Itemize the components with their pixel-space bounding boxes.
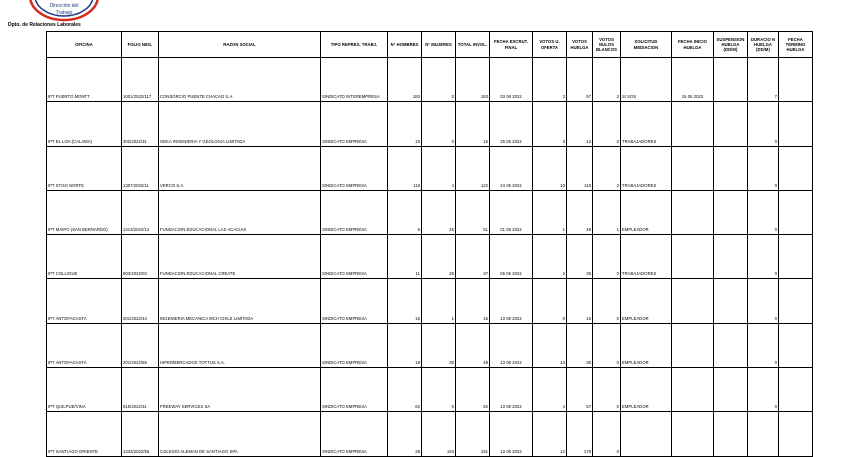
cell-huelga: 57 [567, 368, 593, 412]
cell-fecha-escrut: 13 06 2022 [490, 412, 533, 456]
cell-hombres: 15 [388, 279, 422, 323]
cell-duracion: 7 [748, 58, 779, 102]
table-row [47, 235, 813, 279]
cell-nulos: 0 [593, 235, 621, 279]
table-row [47, 146, 813, 190]
cell-oficina: IPT EL LOA (CALAMA) [47, 102, 122, 146]
cell-hombres: 28 [388, 412, 422, 456]
cell-oferta: 12 [533, 412, 567, 456]
cell-tipo: SINDICATO EMPRESA [321, 323, 388, 367]
cell-folio: 1313/2022/12 [122, 190, 159, 234]
cell-hombres: 15 [388, 102, 422, 146]
cell-huelga: 35 [567, 323, 593, 367]
table-header-row [47, 32, 813, 58]
cell-fecha-escrut: 13 06 2022 [490, 279, 533, 323]
column-header-votos-huelga: VOTOS HUELGA [567, 32, 593, 58]
column-header-tipo-repres: TIPO REPRES. TRABJ. [321, 32, 388, 58]
cell-termino [779, 190, 813, 234]
cell-razon: INGENIERIA MECANICA MCH CHILE LIMITADA [159, 279, 321, 323]
cell-tipo: SINDICATO INTEREMPRESA [321, 58, 388, 102]
cell-suspension [714, 235, 748, 279]
cell-oferta: 2 [533, 235, 567, 279]
column-header-solicitud-mediacion: SOLICITUD MEDIACION [621, 32, 672, 58]
cell-termino [779, 102, 813, 146]
column-header-folio: FOLIO NEG. [122, 32, 159, 58]
cell-huelga: 57 [567, 58, 593, 102]
cell-total: 51 [456, 190, 490, 234]
cell-mediacion: TRABAJADORES [621, 102, 672, 146]
cell-total: 183 [456, 58, 490, 102]
cell-razon: CONSORCIO PUENTE CHACAO S.A. [159, 58, 321, 102]
cell-fecha-escrut: 06 06 2022 [490, 235, 533, 279]
cell-suspension [714, 58, 748, 102]
cell-folio: 201/2022/44 [122, 279, 159, 323]
cell-termino [779, 323, 813, 367]
cell-razon: FUNDACION EDUCACIONAL LAS ACACIAS [159, 190, 321, 234]
cell-suspension [714, 190, 748, 234]
logo-line-1: Dirección del [49, 3, 79, 9]
cell-oficina: IPT STGO NORTE [47, 146, 122, 190]
cell-nulos: 0 [593, 412, 621, 456]
cell-mujeres: 0 [422, 102, 456, 146]
logo-line-2: Trabajo [55, 10, 73, 16]
cell-total: 48 [456, 323, 490, 367]
cell-huelga: 178 [567, 412, 593, 456]
cell-fecha-escrut: 03 06 2022 [490, 58, 533, 102]
cell-folio: 302/2022/31 [122, 102, 159, 146]
cell-total: 122 [456, 146, 490, 190]
cell-tipo: SINDICATO EMPRESA [321, 412, 388, 456]
cell-nulos: 0 [593, 368, 621, 412]
cell-duracion: 0 [748, 279, 779, 323]
cell-nulos: 1 [593, 190, 621, 234]
cell-oficina: IPT QUILPUE/VINA [47, 368, 122, 412]
cell-inicio [672, 102, 714, 146]
cell-mujeres: 1 [422, 279, 456, 323]
cell-oficina: IPT ANTOFAGASTA [47, 279, 122, 323]
cell-fecha-escrut: 13 06 2022 [490, 368, 533, 412]
cell-mujeres: 26 [422, 235, 456, 279]
cell-termino [779, 368, 813, 412]
cell-fecha-escrut: 24 05 2022 [490, 146, 533, 190]
cell-mediacion: EMPLEADOR [621, 190, 672, 234]
cell-oferta: 1 [533, 190, 567, 234]
cell-oferta: 10 [533, 146, 567, 190]
direccion-del-trabajo-logo [24, 0, 104, 22]
cell-total: 62 [456, 368, 490, 412]
cell-huelga: 16 [567, 279, 593, 323]
cell-folio: 1307/2022/11 [122, 146, 159, 190]
cell-inicio [672, 235, 714, 279]
cell-hombres: 183 [388, 58, 422, 102]
cell-mujeres: 0 [422, 368, 456, 412]
cell-nulos: 0 [593, 279, 621, 323]
cell-nulos: 2 [593, 146, 621, 190]
table-row [47, 102, 813, 146]
cell-oficina: IPT COLLIGUE [47, 235, 122, 279]
cell-mujeres: 163 [422, 412, 456, 456]
cell-razon: VERCO S.A. [159, 146, 321, 190]
cell-termino [779, 146, 813, 190]
cell-duracion: 0 [748, 323, 779, 367]
column-header-oficina: OFICINA [47, 32, 122, 58]
cell-mujeres: 0 [422, 58, 456, 102]
cell-hombres: 11 [388, 235, 422, 279]
column-header-fecha-inicio: FECHA INICIO HUELGA [672, 32, 714, 58]
column-header-duracion: DURACIO N HUELGA (DD/M) [748, 32, 779, 58]
cell-razon: FUNDACION EDUCACIONAL CREATE [159, 235, 321, 279]
cell-razon: COLEGIO ALEMAN DE SANTIAGO SPA [159, 412, 321, 456]
column-header-razon-social: RAZON SOCIAL [159, 32, 321, 58]
cell-tipo: SINDICATO EMPRESA [321, 235, 388, 279]
cell-folio: 1333/2022/55 [122, 412, 159, 456]
cell-razon: GEKA INGENIERIA Y GEOLOGIA LIMITADA [159, 102, 321, 146]
column-header-fecha-escrut: FECHA ESCRUT. FINAL [490, 32, 533, 58]
cell-hombres: 62 [388, 368, 422, 412]
table-body [47, 58, 813, 457]
cell-total: 37 [456, 235, 490, 279]
cell-nulos: 0 [593, 102, 621, 146]
cell-inicio [672, 146, 714, 190]
cell-razon: FREEWAY SERVICES SA [159, 368, 321, 412]
cell-tipo: SINDICATO EMPRESA [321, 190, 388, 234]
cell-hombres: 6 [388, 190, 422, 234]
cell-fecha-escrut: 13 06 2022 [490, 323, 533, 367]
table-row [47, 190, 813, 234]
cell-folio: 603/2022/03 [122, 235, 159, 279]
cell-oficina: IPT SANTIAGO ORIENTE [47, 412, 122, 456]
cell-tipo: SINDICATO EMPRESA [321, 102, 388, 146]
column-header-votos-oferta: VOTOS U. OFERTA [533, 32, 567, 58]
cell-mediacion: EMPLEADOR [621, 323, 672, 367]
cell-oficina: IPT MAIPO (SAN BERNARDO) [47, 190, 122, 234]
cell-inicio [672, 279, 714, 323]
column-header-total-invol: TOTAL INVOL. [456, 32, 490, 58]
cell-oferta: 3 [533, 58, 567, 102]
cell-total: 15 [456, 102, 490, 146]
cell-mediacion: EMPLEADOR [621, 368, 672, 412]
cell-fecha-escrut: 01 06 2022 [490, 190, 533, 234]
cell-duracion: 0 [748, 102, 779, 146]
column-header-votos-nulos: VOTOS NULOS BLANCOS [593, 32, 621, 58]
cell-oferta: 4 [533, 368, 567, 412]
cell-folio: 201/2022/55 [122, 323, 159, 367]
cell-oficina: IPT PUERTO MONTT [47, 58, 122, 102]
cell-duracion: 0 [748, 368, 779, 412]
cell-huelga: 13 [567, 102, 593, 146]
table-row [47, 323, 813, 367]
cell-duracion: 0 [748, 146, 779, 190]
cell-mujeres: 45 [422, 190, 456, 234]
cell-oferta: 0 [533, 279, 567, 323]
table-row [47, 279, 813, 323]
cell-mujeres: 4 [422, 146, 456, 190]
cell-mediacion: SI SOS [621, 58, 672, 102]
cell-suspension [714, 279, 748, 323]
cell-oferta: 13 [533, 323, 567, 367]
cell-folio: 515/2022/31 [122, 368, 159, 412]
cell-folio: 1001/2022/117 [122, 58, 159, 102]
cell-inicio [672, 368, 714, 412]
cell-hombres: 118 [388, 146, 422, 190]
cell-termino [779, 58, 813, 102]
negotiations-table [46, 31, 813, 457]
cell-termino [779, 235, 813, 279]
logo-emblem-icon [24, 0, 104, 22]
cell-huelga: 118 [567, 146, 593, 190]
cell-oficina: IPT ANTOFAGASTA [47, 323, 122, 367]
cell-total: 16 [456, 279, 490, 323]
cell-suspension [714, 323, 748, 367]
cell-inicio [672, 190, 714, 234]
column-header-mujeres: N° MUJERES [422, 32, 456, 58]
cell-mujeres: 30 [422, 323, 456, 367]
cell-duracion: 0 [748, 235, 779, 279]
cell-mediacion: TRABAJADORES [621, 146, 672, 190]
column-header-suspension: SUSPENSION HUELGA (DD/M) [714, 32, 748, 58]
cell-suspension [714, 146, 748, 190]
cell-inicio: 15 06 2022 [672, 58, 714, 102]
cell-suspension [714, 102, 748, 146]
cell-tipo: SINDICATO EMPRESA [321, 279, 388, 323]
cell-termino [779, 279, 813, 323]
cell-huelga: 49 [567, 190, 593, 234]
cell-hombres: 18 [388, 323, 422, 367]
cell-nulos: 0 [593, 323, 621, 367]
cell-fecha-escrut: 25 05 2022 [490, 102, 533, 146]
table-row [47, 368, 813, 412]
cell-nulos: 2 [593, 58, 621, 102]
table-row [47, 58, 813, 102]
cell-duracion: 0 [748, 190, 779, 234]
cell-total: 191 [456, 412, 490, 456]
cell-tipo: SINDICATO EMPRESA [321, 368, 388, 412]
cell-suspension [714, 368, 748, 412]
cell-oferta: 3 [533, 102, 567, 146]
cell-huelga: 35 [567, 235, 593, 279]
column-header-fecha-termino: FECHA TERMINO HUELGA [779, 32, 813, 58]
cell-mediacion: EMPLEADOR [621, 279, 672, 323]
cell-mediacion: TRABAJADORES [621, 235, 672, 279]
cell-razon: HIPERMERCADOS TOTTUS S.A. [159, 323, 321, 367]
cell-inicio [672, 323, 714, 367]
department-label: Dpto. de Relaciones Laborales [8, 22, 81, 28]
cell-tipo: SINDICATO EMPRESA [321, 146, 388, 190]
column-header-hombres: N° HOMBRES [388, 32, 422, 58]
